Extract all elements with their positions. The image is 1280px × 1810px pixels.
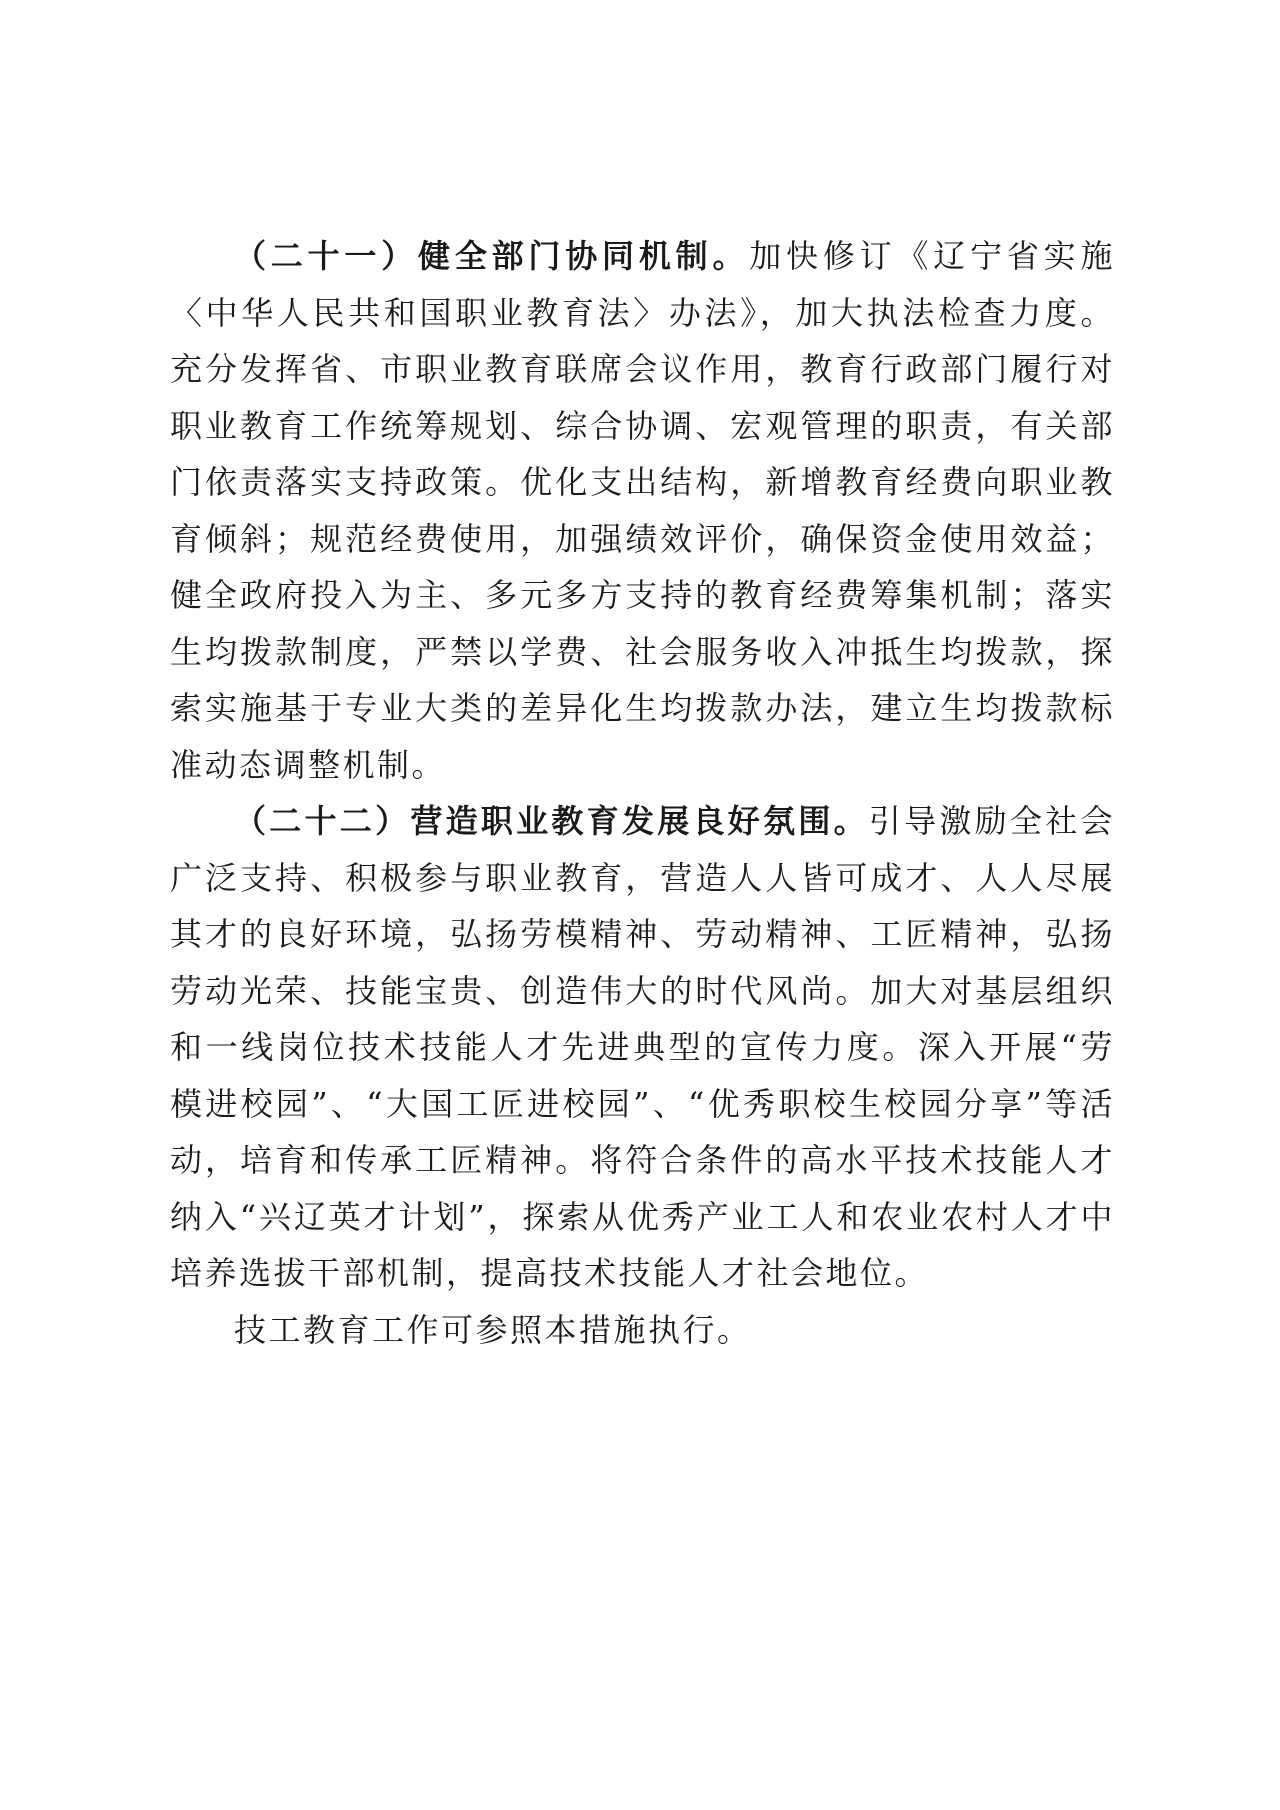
section-heading-21: （二十一）健全部门协同机制。 [234,237,750,275]
closing-note: 技工教育工作可参照本措施执行。 [234,1310,752,1349]
section-body-21: 加快修订《辽宁省实施〈中华人民共和国职业教育法〉办法》，加大执法检查力度。充分发挥省、市职业教育联席会议作用，教育行政部门履行对职业教育工作统筹规划、综合协调、宏观管理的职责，有关部门依责落实支持政策。优化支出结构，新增教育经费向职业教育倾斜；规范经费使用，加强绩效评价，确保资金使用效益；健全政府投入为主、多元多方支持的教育经费筹集机制；落实生均拨款制度，严禁以学费、社会服务收入冲抵生均拨款，探索实施基于专业大类的差异化生均拨款办法，建立生均拨款标准动态调整机制。 [170,237,1115,784]
paragraph-vocational-atmosphere [170,793,1115,1302]
document-body [170,228,1115,1358]
section-body-22: 引导激励全社会广泛支持、积极参与职业教育，营造人人皆可成才、人人尽展其才的良好环境，弘扬劳模精神、劳动精神、工匠精神，弘扬劳动光荣、技能宝贵、创造伟大的时代风尚。加大对基层组织和一线岗位技术技能人才先进典型的宣传力度。深入开展“劳模进校园”、“大国工匠进校园”、“优秀职校生校园分享”等活动，培育和传承工匠精神。将符合条件的高水平技术技能人才纳入“兴辽英才计划”，探索从优秀产业工人和农业农村人才中培养选拔干部机制，提高技术技能人才社会地位。 [170,802,1115,1292]
paragraph-technical-education-note [170,1302,1115,1359]
paragraph-department-coordination [170,228,1115,793]
section-heading-22: （二十二）营造职业教育发展良好氛围。 [234,802,869,840]
